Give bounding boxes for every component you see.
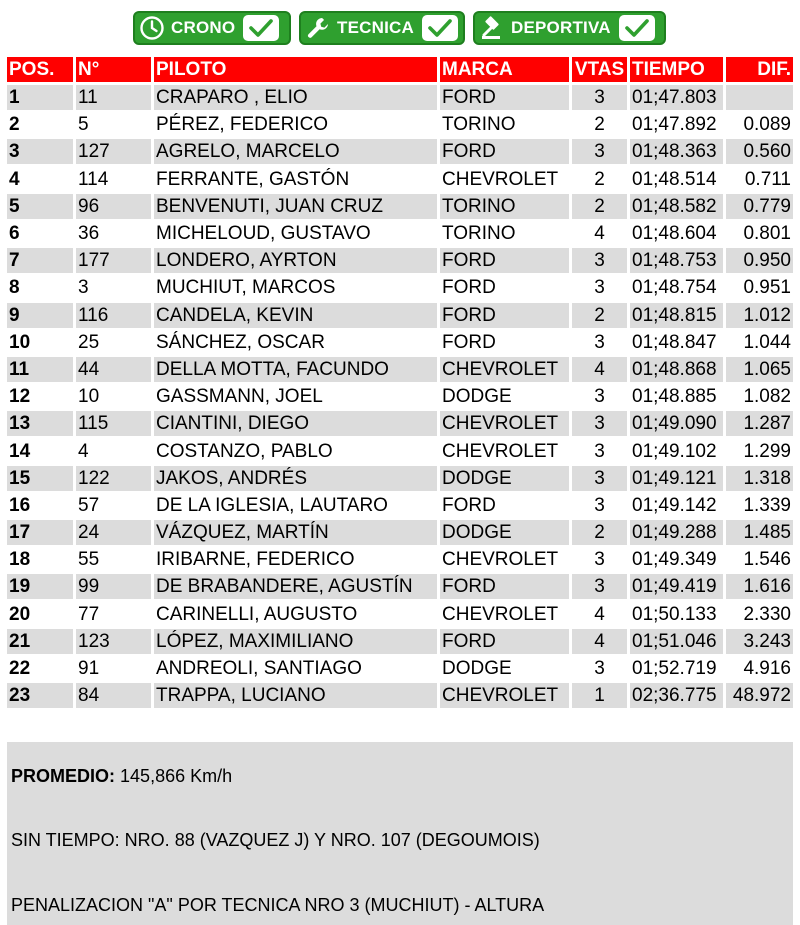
cell-tiempo: 01;49.288 [630,520,726,545]
cell-piloto: CRAPARO , ELIO [154,85,440,110]
cell-number: 114 [76,167,154,192]
cell-dif: 0.950 [726,248,793,273]
cell-pos: 18 [7,547,76,572]
cell-piloto: ANDREOLI, SANTIAGO [154,656,440,681]
cell-piloto: CARINELLI, AUGUSTO [154,602,440,627]
cell-vtas: 1 [572,683,630,708]
cell-pos: 8 [7,275,76,300]
cell-tiempo: 01;48.885 [630,384,726,409]
cell-dif: 0.779 [726,194,793,219]
cell-tiempo: 01;48.868 [630,357,726,382]
average-value: 145,866 Km/h [120,766,233,786]
cell-vtas: 4 [572,629,630,654]
cell-vtas: 2 [572,112,630,137]
table-row [7,247,793,274]
cell-tiempo: 01;49.142 [630,493,726,518]
cell-piloto: LONDERO, AYRTON [154,248,440,273]
penalty-note: PENALIZACION "A" POR TECNICA NRO 3 (MUCHIUT) - ALTURA [11,895,545,915]
cell-pos: 2 [7,112,76,137]
cell-tiempo: 01;48.754 [630,275,726,300]
cell-vtas: 3 [572,547,630,572]
table-row [7,437,793,464]
cell-pos: 22 [7,656,76,681]
cell-piloto: MICHELOUD, GUSTAVO [154,221,440,246]
table-header [7,57,793,82]
cell-dif: 0.560 [726,139,793,164]
cell-piloto: VÁZQUEZ, MARTÍN [154,520,440,545]
cell-dif: 3.243 [726,629,793,654]
cell-number: 5 [76,112,154,137]
cell-pos: 9 [7,303,76,328]
cell-vtas: 2 [572,167,630,192]
status-badges [133,11,666,45]
cell-piloto: PÉREZ, FEDERICO [154,112,440,137]
wrench-icon [305,15,331,41]
table-row [7,329,793,356]
cell-dif: 2.330 [726,602,793,627]
cell-tiempo: 01;48.753 [630,248,726,273]
cell-vtas: 4 [572,221,630,246]
cell-tiempo: 01;48.604 [630,221,726,246]
table-row [7,220,793,247]
table-row [7,193,793,220]
cell-number: 57 [76,493,154,518]
cell-marca: DODGE [440,520,572,545]
header-piloto: PILOTO [154,57,440,82]
cell-piloto: MUCHIUT, MARCOS [154,275,440,300]
cell-marca: DODGE [440,384,572,409]
cell-piloto: LÓPEZ, MAXIMILIANO [154,629,440,654]
cell-number: 36 [76,221,154,246]
cell-marca: TORINO [440,194,572,219]
cell-pos: 15 [7,466,76,491]
cell-dif: 1.082 [726,384,793,409]
cell-tiempo: 01;49.090 [630,411,726,436]
cell-dif: 4.916 [726,656,793,681]
cell-piloto: DELLA MOTTA, FACUNDO [154,357,440,382]
cell-marca: FORD [440,493,572,518]
header-dif: DIF. [757,59,791,80]
deportiva-badge [473,11,666,45]
cell-vtas: 4 [572,602,630,627]
cell-pos: 3 [7,139,76,164]
tecnica-label: TECNICA [337,18,414,37]
cell-dif: 1.299 [726,439,793,464]
cell-piloto: DE BRABANDERE, AGUSTÍN [154,574,440,599]
cell-marca: FORD [440,248,572,273]
cell-piloto: IRIBARNE, FEDERICO [154,547,440,572]
cell-marca: DODGE [440,466,572,491]
cell-piloto: BENVENUTI, JUAN CRUZ [154,194,440,219]
cell-marca: CHEVROLET [440,439,572,464]
cell-pos: 21 [7,629,76,654]
cell-dif: 1.044 [726,330,793,355]
cell-tiempo: 01;49.121 [630,466,726,491]
cell-number: 4 [76,439,154,464]
cell-tiempo: 01;48.582 [630,194,726,219]
average-label: PROMEDIO: [11,766,116,786]
table-row [7,138,793,165]
cell-vtas: 3 [572,493,630,518]
cell-number: 96 [76,194,154,219]
cell-marca: CHEVROLET [440,167,572,192]
cell-vtas: 2 [572,194,630,219]
cell-number: 127 [76,139,154,164]
cell-piloto: CIANTINI, DIEGO [154,411,440,436]
table-row [7,628,793,655]
cell-number: 177 [76,248,154,273]
cell-number: 116 [76,303,154,328]
cell-number: 123 [76,629,154,654]
cell-vtas: 3 [572,139,630,164]
cell-tiempo: 01;48.363 [630,139,726,164]
cell-tiempo: 01;50.133 [630,602,726,627]
cell-tiempo: 01;49.102 [630,439,726,464]
cell-pos: 17 [7,520,76,545]
no-time-note: SIN TIEMPO: NRO. 88 (VAZQUEZ J) Y NRO. 107 (DEGOUMOIS) [11,830,540,850]
cell-number: 77 [76,602,154,627]
table-row [7,546,793,573]
cell-piloto: CANDELA, KEVIN [154,303,440,328]
cell-marca: FORD [440,303,572,328]
header-vtas: VTAS [572,57,630,82]
table-row [7,84,793,111]
cell-number: 99 [76,574,154,599]
cell-marca: FORD [440,139,572,164]
cell-piloto: JAKOS, ANDRÉS [154,466,440,491]
cell-number: 91 [76,656,154,681]
table-row [7,682,793,709]
cell-tiempo: 01;47.803 [630,85,726,110]
cell-dif: 0.089 [726,112,793,137]
cell-tiempo: 01;47.892 [630,112,726,137]
cell-piloto: COSTANZO, PABLO [154,439,440,464]
cell-dif: 1.065 [726,357,793,382]
cell-number: 122 [76,466,154,491]
cell-vtas: 3 [572,574,630,599]
cell-pos: 7 [7,248,76,273]
cell-marca: FORD [440,330,572,355]
cell-vtas: 3 [572,439,630,464]
cell-marca: CHEVROLET [440,411,572,436]
cell-tiempo: 01;48.815 [630,303,726,328]
cell-number: 3 [76,275,154,300]
cell-marca: CHEVROLET [440,683,572,708]
header-number: N° [76,57,154,82]
cell-vtas: 3 [572,656,630,681]
table-row [7,601,793,628]
table-body [7,84,793,709]
cell-vtas: 3 [572,275,630,300]
average-speed [11,766,232,787]
cell-number: 25 [76,330,154,355]
table-row [7,655,793,682]
cell-dif: 1.485 [726,520,793,545]
header-pos: POS. [7,57,76,82]
cell-tiempo: 01;48.847 [630,330,726,355]
crono-label: CRONO [171,18,236,37]
gavel-icon [479,15,505,41]
cell-vtas: 3 [572,248,630,273]
cell-marca: FORD [440,574,572,599]
check-icon [619,15,655,41]
cell-pos: 14 [7,439,76,464]
cell-dif: 1.318 [726,466,793,491]
crono-badge [133,11,291,45]
cell-dif: 1.012 [726,303,793,328]
cell-dif [726,85,793,110]
cell-piloto: TRAPPA, LUCIANO [154,683,440,708]
cell-marca: TORINO [440,112,572,137]
cell-vtas: 2 [572,303,630,328]
table-row [7,492,793,519]
table-row [7,302,793,329]
cell-marca: FORD [440,85,572,110]
cell-dif: 1.546 [726,547,793,572]
cell-vtas: 3 [572,384,630,409]
cell-number: 115 [76,411,154,436]
cell-marca: CHEVROLET [440,357,572,382]
check-icon [243,15,279,41]
cell-pos: 23 [7,683,76,708]
cell-pos: 5 [7,194,76,219]
table-row [7,111,793,138]
table-row [7,465,793,492]
table-row [7,383,793,410]
cell-dif: 48.972 [726,683,793,708]
cell-piloto: DE LA IGLESIA, LAUTARO [154,493,440,518]
table-row [7,519,793,546]
cell-marca: TORINO [440,221,572,246]
cell-piloto: FERRANTE, GASTÓN [154,167,440,192]
cell-tiempo: 01;49.419 [630,574,726,599]
cell-dif: 1.616 [726,574,793,599]
cell-number: 10 [76,384,154,409]
tecnica-badge [299,11,465,45]
cell-vtas: 3 [572,330,630,355]
header-marca: MARCA [440,57,572,82]
cell-dif: 0.711 [726,167,793,192]
cell-piloto: GASSMANN, JOEL [154,384,440,409]
cell-vtas: 2 [572,520,630,545]
cell-marca: FORD [440,275,572,300]
cell-pos: 11 [7,357,76,382]
cell-marca: DODGE [440,656,572,681]
cell-number: 55 [76,547,154,572]
cell-pos: 19 [7,574,76,599]
cell-number: 24 [76,520,154,545]
cell-tiempo: 01;51.046 [630,629,726,654]
cell-number: 11 [76,85,154,110]
cell-vtas: 4 [572,357,630,382]
clock-icon [139,15,165,41]
check-icon [422,15,458,41]
cell-pos: 4 [7,167,76,192]
table-row [7,410,793,437]
cell-pos: 10 [7,330,76,355]
cell-vtas: 3 [572,466,630,491]
table-row [7,356,793,383]
cell-tiempo: 02;36.775 [630,683,726,708]
notes-panel [7,742,793,925]
cell-pos: 12 [7,384,76,409]
cell-pos: 20 [7,602,76,627]
cell-number: 44 [76,357,154,382]
results-table [7,57,793,709]
deportiva-label: DEPORTIVA [511,18,611,37]
cell-pos: 16 [7,493,76,518]
cell-marca: FORD [440,629,572,654]
cell-marca: CHEVROLET [440,602,572,627]
cell-number: 84 [76,683,154,708]
cell-tiempo: 01;48.514 [630,167,726,192]
cell-vtas: 3 [572,411,630,436]
cell-piloto: SÁNCHEZ, OSCAR [154,330,440,355]
cell-piloto: AGRELO, MARCELO [154,139,440,164]
table-row [7,573,793,600]
cell-pos: 6 [7,221,76,246]
table-row [7,274,793,301]
cell-tiempo: 01;52.719 [630,656,726,681]
cell-dif: 1.339 [726,493,793,518]
cell-dif: 1.287 [726,411,793,436]
cell-dif: 0.951 [726,275,793,300]
cell-pos: 1 [7,85,76,110]
cell-vtas: 3 [572,85,630,110]
cell-pos: 13 [7,411,76,436]
cell-tiempo: 01;49.349 [630,547,726,572]
cell-dif: 0.801 [726,221,793,246]
header-tiempo: TIEMPO [630,57,726,82]
table-row [7,166,793,193]
cell-marca: CHEVROLET [440,547,572,572]
